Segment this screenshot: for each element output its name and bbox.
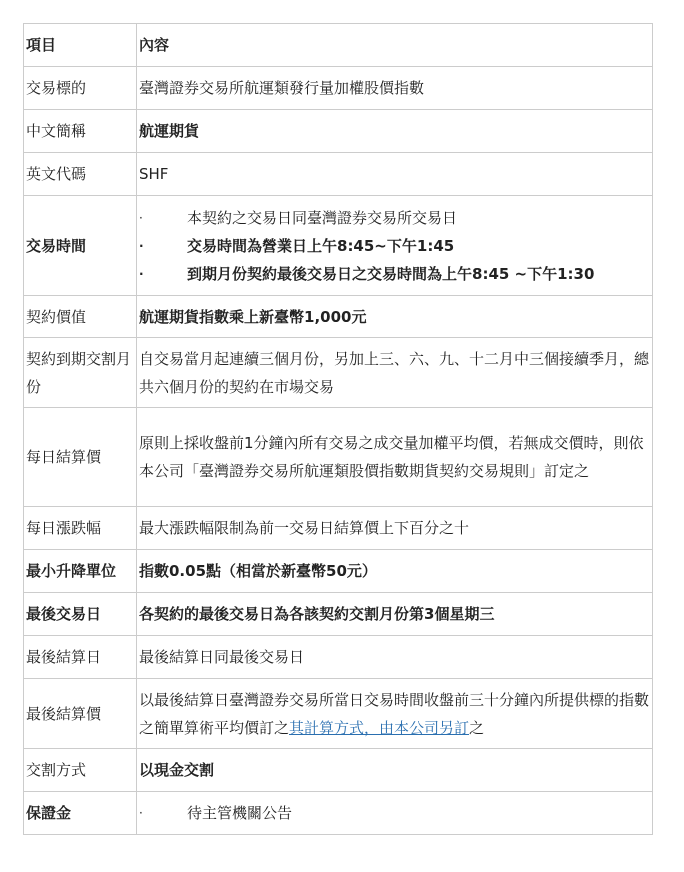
row-label: 交割方式 <box>24 749 137 792</box>
row-value: 以最後結算日臺灣證券交易所當日交易時間收盤前三十分鐘內所提供標的指數之簡單算術平均價訂之其計算方式，由本公司另訂之 <box>137 679 653 749</box>
table-row <box>24 679 653 749</box>
bullet-icon: · <box>139 238 144 253</box>
row-label: 最後交易日 <box>24 593 137 636</box>
table-row <box>24 792 653 835</box>
bullet-icon: · <box>139 806 143 820</box>
row-label: 每日結算價 <box>24 408 137 507</box>
row-label: 最後結算價 <box>24 679 137 749</box>
table-header-row <box>24 24 653 67</box>
row-bullets <box>137 792 653 835</box>
row-label: 最後結算日 <box>24 636 137 679</box>
row-value: 自交易當月起連續三個月份，另加上三、六、九、十二月中三個接續季月，總共六個月份的契約在市場交易 <box>137 338 653 408</box>
bullet-icon: · <box>139 210 143 225</box>
table-row <box>24 110 653 153</box>
bullet-item: · 待主管機關公告 <box>139 799 650 827</box>
row-value: 最大漲跌幅限制為前一交易日結算價上下百分之十 <box>137 507 653 550</box>
table-row <box>24 196 653 296</box>
row-bullets <box>137 196 653 296</box>
row-value: 最後結算日同最後交易日 <box>137 636 653 679</box>
row-label: 最小升降單位 <box>24 550 137 593</box>
row-label: 契約到期交割月份 <box>24 338 137 408</box>
row-label: 中文簡稱 <box>24 110 137 153</box>
bullet-item: · 交易時間為營業日上午8:45~下午1:45 <box>139 232 650 260</box>
table-row <box>24 338 653 408</box>
calculation-method-link[interactable]: 其計算方式，由本公司另訂 <box>289 718 470 737</box>
table-row <box>24 67 653 110</box>
row-value: 原則上採收盤前1分鐘內所有交易之成交量加權平均價，若無成交價時，則依本公司「臺灣證券交易所航運類股價指數期貨契約交易規則」訂定之 <box>137 408 653 507</box>
bullet-item: · 本契約之交易日同臺灣證券交易所交易日 <box>139 204 650 232</box>
futures-spec-table <box>23 23 653 835</box>
row-value: 航運期貨指數乘上新臺幣1,000元 <box>137 296 653 338</box>
row-label: 契約價值 <box>24 296 137 338</box>
bullet-item: · 到期月份契約最後交易日之交易時間為上午8:45 ~下午1:30 <box>139 260 650 288</box>
table-row <box>24 153 653 196</box>
header-item: 項目 <box>24 24 137 67</box>
table-row <box>24 550 653 593</box>
row-value: 臺灣證券交易所航運類發行量加權股價指數 <box>137 67 653 110</box>
table-row <box>24 749 653 792</box>
row-label: 保證金 <box>24 792 137 835</box>
table-row <box>24 636 653 679</box>
row-value: 以現金交割 <box>137 749 653 792</box>
row-value: 各契約的最後交易日為各該契約交割月份第3個星期三 <box>137 593 653 636</box>
row-label: 交易標的 <box>24 67 137 110</box>
header-content: 內容 <box>137 24 653 67</box>
row-value: SHF <box>137 153 653 196</box>
row-value: 指數0.05點（相當於新臺幣50元） <box>137 550 653 593</box>
table-row <box>24 593 653 636</box>
table-row <box>24 507 653 550</box>
table-row <box>24 296 653 338</box>
table-row <box>24 408 653 507</box>
row-label: 英文代碼 <box>24 153 137 196</box>
row-label: 交易時間 <box>24 196 137 296</box>
row-label: 每日漲跌幅 <box>24 507 137 550</box>
bullet-icon: · <box>139 266 144 281</box>
row-value: 航運期貨 <box>137 110 653 153</box>
